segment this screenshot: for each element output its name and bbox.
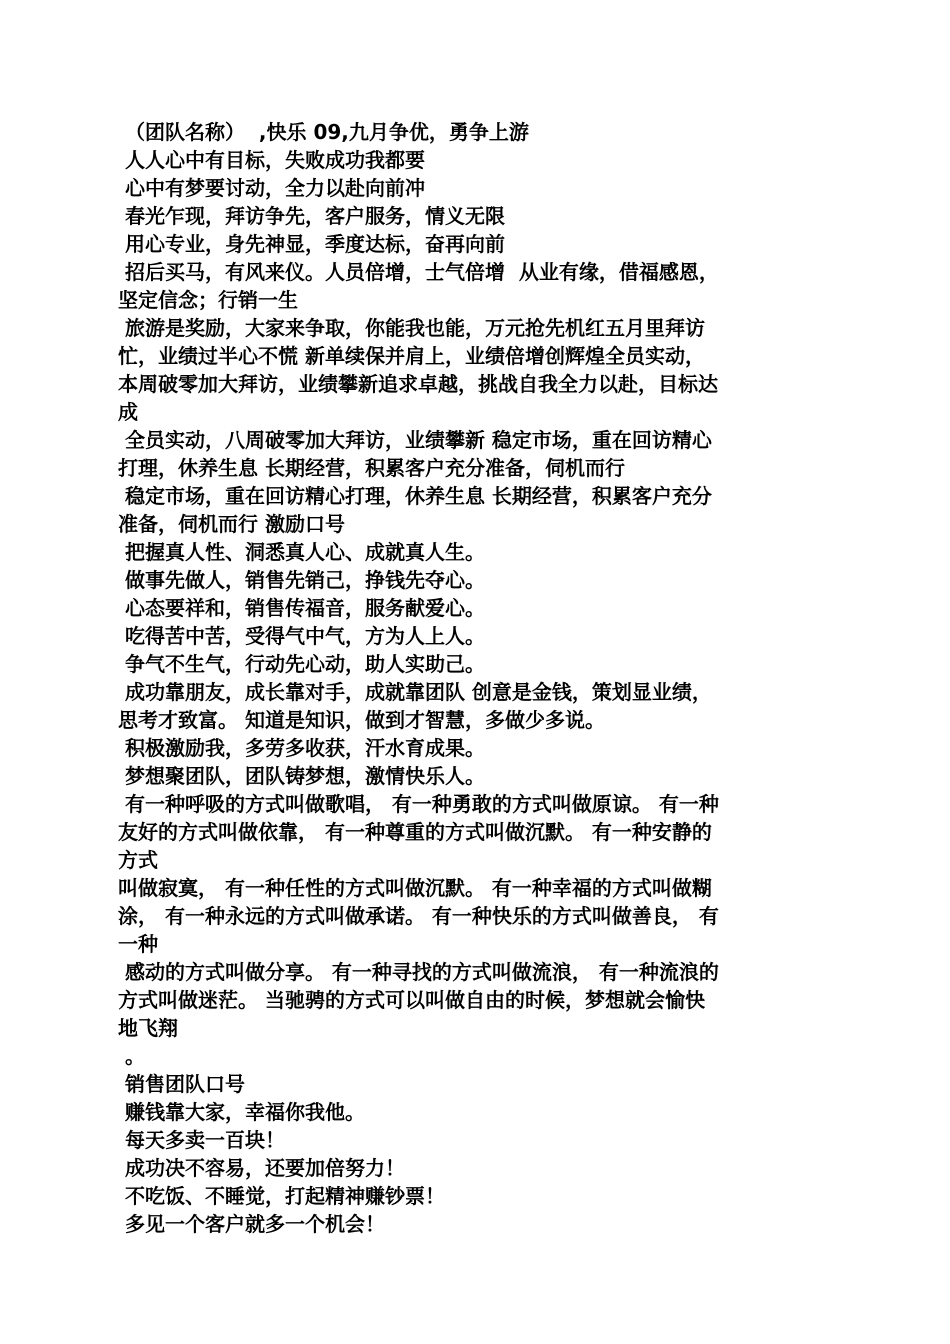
text-line: 争气不生气，行动先心动，助人实助己。 (118, 652, 485, 676)
text-line: 把握真人性、洞悉真人心、成就真人生。 (118, 540, 485, 564)
text-line: 叫做寂寞， 有一种任性的方式叫做沉默。 有一种幸福的方式叫做糊 (118, 876, 712, 900)
text-line: 感动的方式叫做分享。 有一种寻找的方式叫做流浪， 有一种流浪的 (118, 960, 719, 984)
text-line: 心态要祥和，销售传福音，服务献爱心。 (118, 596, 485, 620)
text-line: 有一种呼吸的方式叫做歌唱， 有一种勇敢的方式叫做原谅。 有一种 (118, 792, 719, 816)
document-body (118, 118, 834, 1238)
text-line: 方式叫做迷茫。 当驰骋的方式可以叫做自由的时候，梦想就会愉快 (118, 988, 705, 1012)
text-line: 一种 (118, 932, 158, 956)
text-line: 成功靠朋友，成长靠对手，成就靠团队 创意是金钱，策划显业绩， (118, 680, 712, 704)
text-line: 。 (118, 1044, 145, 1068)
text-line: 吃得苦中苦，受得气中气，方为人上人。 (118, 624, 485, 648)
text-line: 旅游是奖励，大家来争取，你能我也能，万元抢先机红五月里拜访 (118, 316, 705, 340)
text-line: 梦想聚团队，团队铸梦想，激情快乐人。 (118, 764, 485, 788)
text-line: 积极激励我，多劳多收获，汗水育成果。 (118, 736, 485, 760)
text-line: （团队名称） ,快乐 09,九月争优，勇争上游 (118, 120, 529, 144)
text-line: 做事先做人，销售先销己，挣钱先夺心。 (118, 568, 485, 592)
text-line: 成功决不容易，还要加倍努力！ (118, 1156, 405, 1180)
text-line: 招后买马，有风来仪。人员倍增，士气倍增 从业有缘，借福感恩， (118, 260, 719, 284)
text-line: 打理，休养生息 长期经营，积累客户充分准备，伺机而行 (118, 456, 625, 480)
text-line: 涂， 有一种永远的方式叫做承诺。 有一种快乐的方式叫做善良， 有 (118, 904, 719, 928)
text-line: 稳定市场，重在回访精心打理，休养生息 长期经营，积累客户充分 (118, 484, 712, 508)
text-line: 本周破零加大拜访，业绩攀新追求卓越，挑战自我全力以赴，目标达 (118, 372, 718, 396)
text-line: 心中有梦要讨动，全力以赴向前冲 (118, 176, 425, 200)
text-line: 全员实动，八周破零加大拜访，业绩攀新 稳定市场，重在回访精心 (118, 428, 712, 452)
text-line: 用心专业，身先神显，季度达标，奋再向前 (118, 232, 505, 256)
text-line: 友好的方式叫做依靠， 有一种尊重的方式叫做沉默。 有一种安静的 (118, 820, 712, 844)
text-line: 方式 (118, 848, 158, 872)
text-line: 准备，伺机而行 激励口号 (118, 512, 345, 536)
text-line: 忙，业绩过半心不慌 新单续保并肩上，业绩倍增创辉煌全员实动， (118, 344, 705, 368)
text-line: 每天多卖一百块！ (118, 1128, 285, 1152)
text-line: 多见一个客户就多一个机会！ (118, 1212, 385, 1236)
text-line: 春光乍现，拜访争先，客户服务，情义无限 (118, 204, 505, 228)
text-line: 思考才致富。 知道是知识，做到才智慧，多做少多说。 (118, 708, 605, 732)
text-line: 人人心中有目标，失败成功我都要 (118, 148, 425, 172)
text-line: 坚定信念；行销一生 (118, 288, 298, 312)
text-line: 销售团队口号 (118, 1072, 245, 1096)
text-line: 不吃饭、不睡觉，打起精神赚钞票！ (118, 1184, 445, 1208)
text-line: 成 (118, 400, 138, 424)
text-line: 地飞翔 (118, 1016, 178, 1040)
text-line: 赚钱靠大家，幸福你我他。 (118, 1100, 365, 1124)
